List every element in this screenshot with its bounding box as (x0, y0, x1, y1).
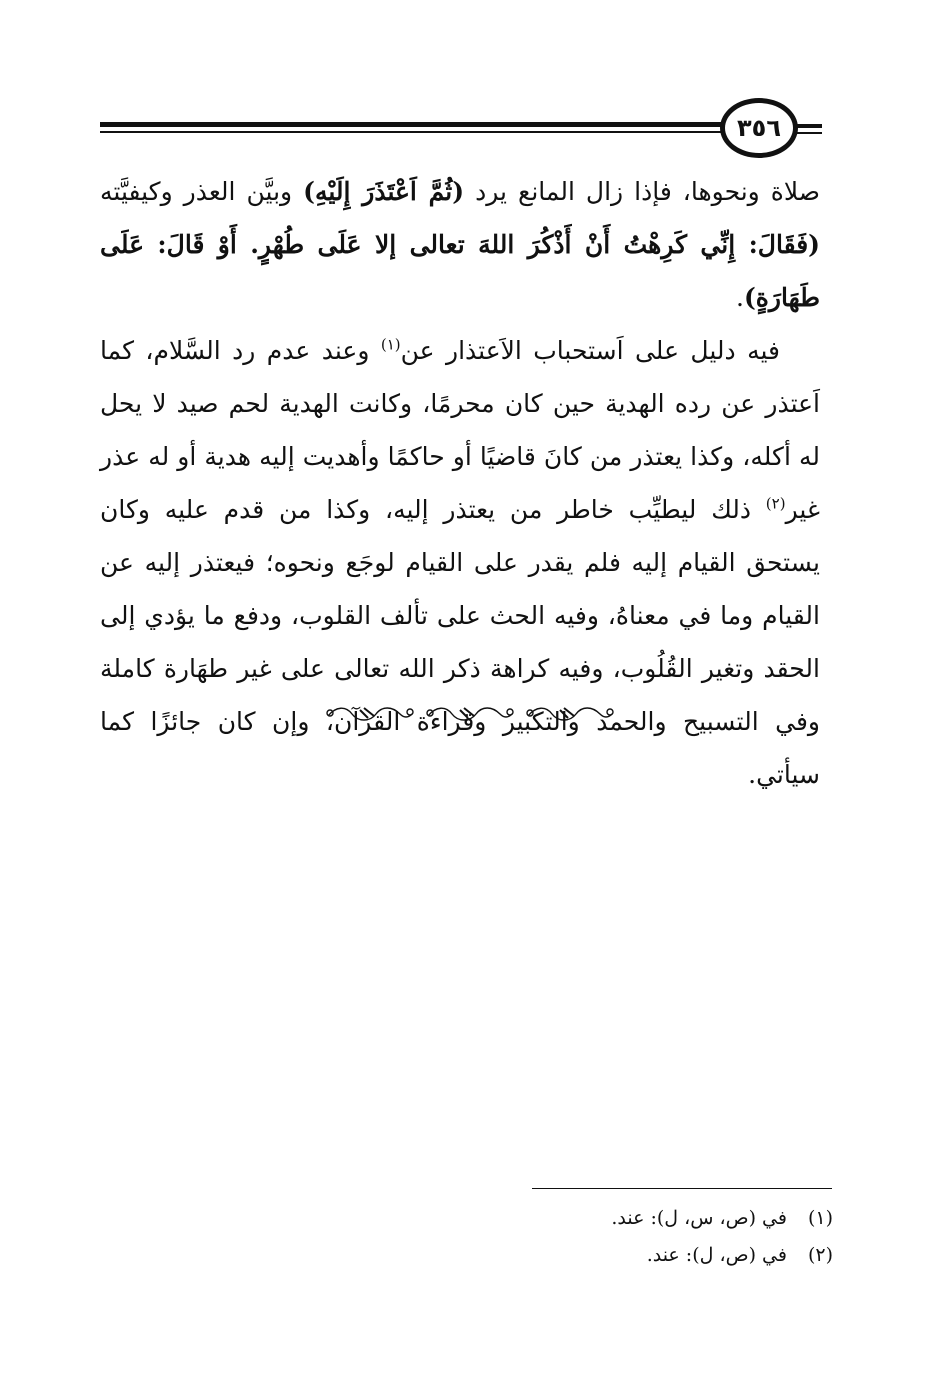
footnote-number: (٢) (807, 1244, 833, 1266)
page-number-badge (720, 98, 798, 158)
footnote-2 (440, 1237, 833, 1274)
footnote-ref-1[interactable]: (١) (380, 335, 401, 354)
header-rule-thick (100, 122, 722, 127)
footnote-separator (532, 1188, 832, 1189)
ornament-divider (320, 700, 620, 726)
hadith-quote-1: (ثُمَّ اَعْتَذَرَ إِلَيْهِ) (303, 177, 465, 206)
footnote-ref-2[interactable]: (٢) (765, 494, 786, 513)
header-rule-thin (100, 131, 722, 133)
footnote-text: في (ص، س، ل): عند. (611, 1207, 787, 1229)
page-number: ٣٥٦ (737, 114, 781, 142)
footnotes (440, 1200, 833, 1274)
footnote-number: (١) (807, 1207, 833, 1229)
ornament-unit (327, 708, 413, 720)
paragraph-2: فيه دليل على اَستحباب الاَعتذار عن$^{(١)}$ وعند عدم رد السَّلام، كما اَعتذر عن رده الهدية حين كان محرمًا، وكانت الهدية لحم صيد لا يحل له أكله، وكذا يعتذر من كانَ قاضيًا أو حاكمًا وأهديت إليه هدية أو له عذر غير$^{(٢)}$ ذلك ليطيِّب خاطر من يعتذر إليه، وكذا من قدم عليه وكان يستحق القيام إليه فلم يقدر على القيام لوجَع ونحوه؛ فيعتذر إليه عن القيام وما في معناهُ، وفيه الحث على تألف القلوب، ودفع ما يؤدي إلى الحقد وتغير القُلُوب، وفيه كراهة ذكر الله تعالى على غير طهَارة كاملة وفي التسبيح والحمد والتكبير وقراءة القرآن، وإن كان جائزًا كما سيأتي. (100, 335, 820, 789)
footnote-1 (440, 1200, 833, 1237)
paragraph-1: صلاة ونحوها، فإذا زال المانع يرد (ثُمَّ اَعْتَذَرَ إِلَيْهِ) وبيَّن العذر وكيفيَّته (فَقَالَ: إِنِّي كَرِهْتُ أَنْ أَذْكُرَ اللهَ تعالى إلا عَلَى طُهْرٍ. أَوْ قَالَ: عَلَى طَهَارَةٍ). (100, 177, 821, 312)
footnote-text: في (ص، ل): عند. (646, 1244, 787, 1266)
ornament-unit (427, 708, 513, 720)
ornament-unit (527, 708, 613, 720)
hadith-quote-2: (فَقَالَ: إِنِّي كَرِهْتُ أَنْ أَذْكُرَ اللهَ تعالى إلا عَلَى طُهْرٍ. أَوْ قَالَ: عَلَى طَهَارَةٍ) (100, 230, 820, 312)
